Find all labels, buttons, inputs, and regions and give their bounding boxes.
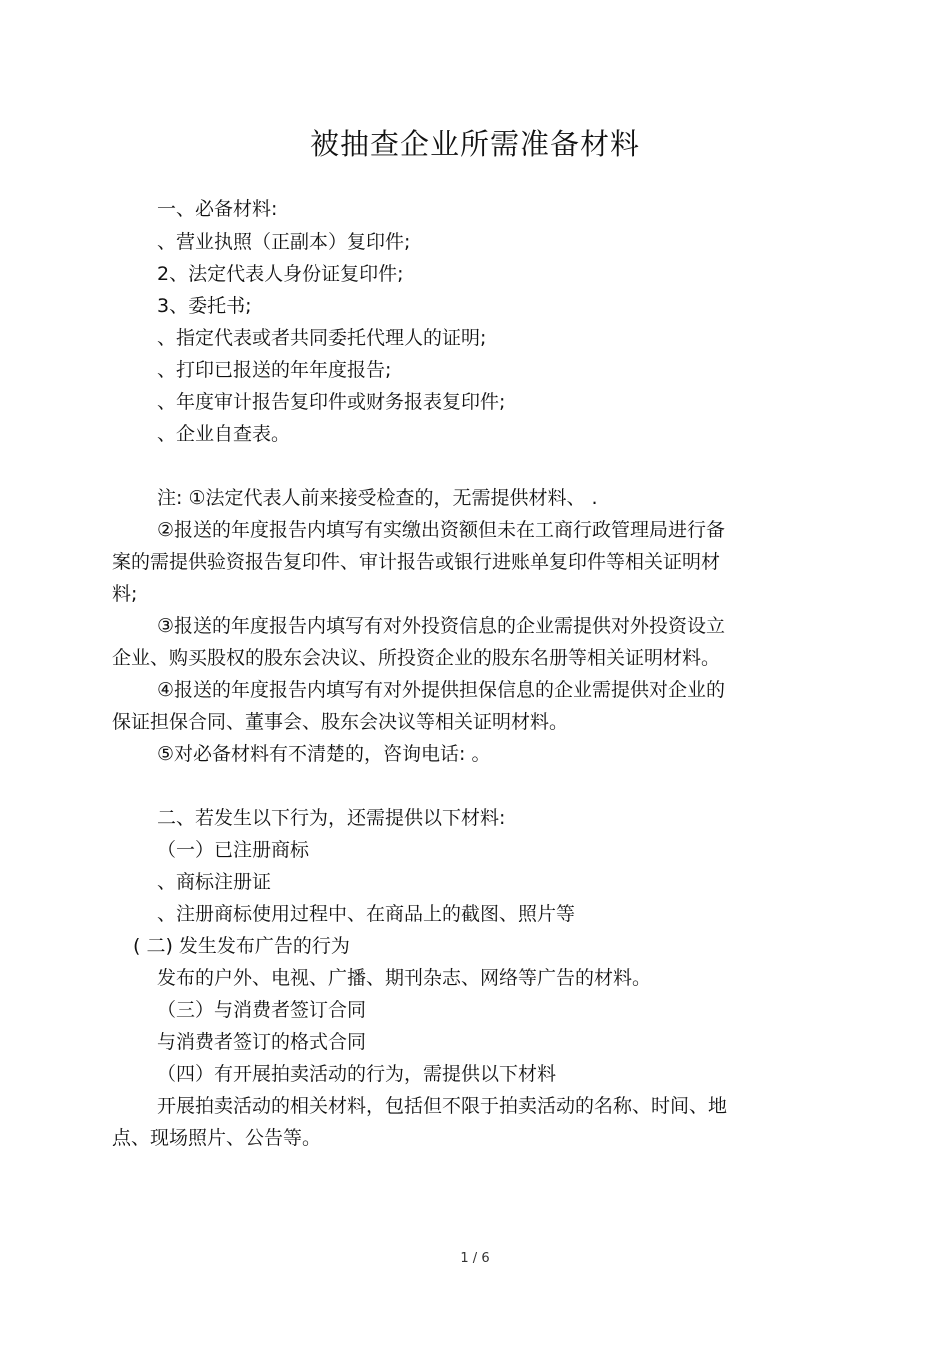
list-item: 、企业自查表。 bbox=[157, 423, 291, 445]
note-2-line: ②报送的年度报告内填写有实缴出资额但未在工商行政管理局进行备 bbox=[157, 519, 726, 541]
page-number: 1 / 6 bbox=[460, 1251, 490, 1266]
sub4-heading: （四）有开展拍卖活动的行为，需提供以下材料 bbox=[157, 1063, 557, 1085]
list-item: 、注册商标使用过程中、在商品上的截图、照片等 bbox=[157, 903, 576, 925]
list-item: 、指定代表或者共同委托代理人的证明; bbox=[157, 327, 487, 349]
section2-heading: 二、若发生以下行为，还需提供以下材料: bbox=[157, 807, 506, 829]
note-2-line: 案的需提供验资报告复印件、审计报告或银行进账单复印件等相关证明材 bbox=[112, 551, 721, 573]
note-3-line: ③报送的年度报告内填写有对外投资信息的企业需提供对外投资设立 bbox=[157, 615, 726, 637]
sub4-body-line: 点、现场照片、公告等。 bbox=[112, 1127, 322, 1149]
sub4-body-line: 开展拍卖活动的相关材料，包括但不限于拍卖活动的名称、时间、地 bbox=[157, 1095, 728, 1117]
list-item: 2、法定代表人身份证复印件; bbox=[157, 263, 404, 285]
note-4-line: 保证担保合同、董事会、股东会决议等相关证明材料。 bbox=[112, 711, 569, 733]
note-3-line: 企业、购买股权的股东会决议、所投资企业的股东名册等相关证明材料。 bbox=[112, 647, 721, 669]
list-item: 、商标注册证 bbox=[157, 871, 272, 893]
sub2-heading: ( 二) 发生发布广告的行为 bbox=[133, 935, 350, 957]
note-4-line: ④报送的年度报告内填写有对外提供担保信息的企业需提供对企业的 bbox=[157, 679, 726, 701]
list-item: 、年度审计报告复印件或财务报表复印件; bbox=[157, 391, 506, 413]
page-title: 被抽查企业所需准备材料 bbox=[309, 127, 640, 161]
note-1: 注: ①法定代表人前来接受检查的，无需提供材料、 . bbox=[157, 487, 598, 509]
note-2-line: 料; bbox=[112, 583, 138, 605]
sub2-body: 发布的户外、电视、广播、期刊杂志、网络等广告的材料。 bbox=[157, 967, 652, 989]
sub3-heading: （三）与消费者签订合同 bbox=[157, 999, 367, 1021]
list-item: 、营业执照（正副本）复印件; bbox=[157, 231, 411, 253]
note-5: ⑤对必备材料有不清楚的，咨询电话: 。 bbox=[157, 743, 491, 765]
list-item: 、打印已报送的年年度报告; bbox=[157, 359, 392, 381]
sub1-heading: （一）已注册商标 bbox=[157, 839, 310, 861]
list-item: 3、委托书; bbox=[157, 295, 252, 317]
section1-heading: 一、必备材料: bbox=[157, 198, 278, 220]
sub3-body: 与消费者签订的格式合同 bbox=[157, 1031, 367, 1053]
